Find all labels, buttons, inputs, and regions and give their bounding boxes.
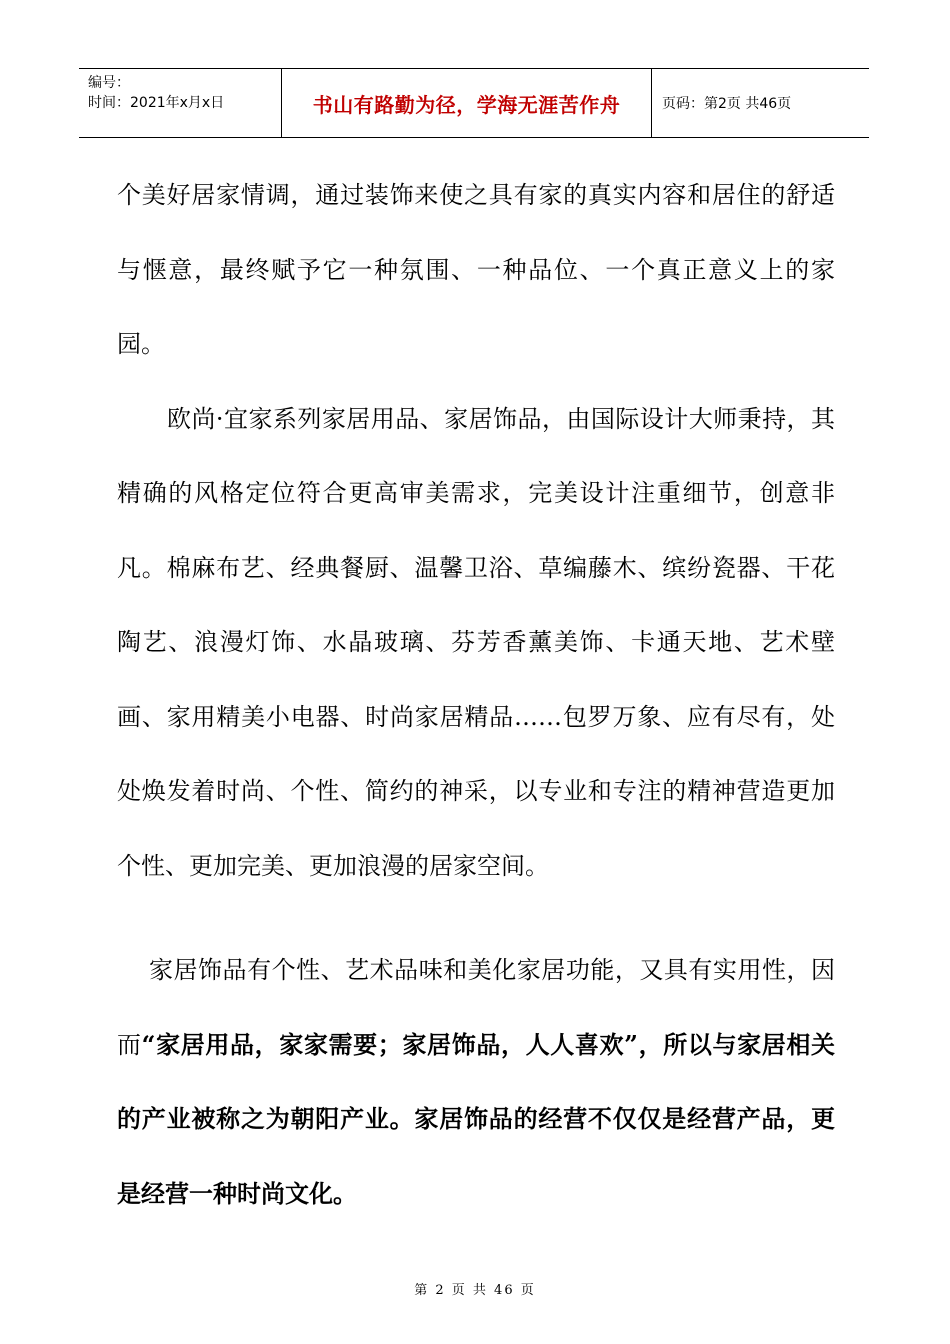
serial-label: 编号：: [88, 75, 130, 91]
paragraph-2: 欧尚·宜家系列家居用品、家居饰品，由国际设计大师秉持，其精确的风格定位符合更高审美需求，完美设计注重细节，创意非凡。棉麻布艺、经典餐厨、温馨卫浴、草编藤木、缤纷瓷器、干花陶艺、浪漫灯饰、水晶玻璃、芬芳香薰美饰、卡通天地、艺术壁画、家用精美小电器、时尚家居精品……包罗万象、应有尽有，处处焕发着时尚、个性、简约的神采，以专业和专注的精神营造更加个性、更加完美、更加浪漫的居家空间。: [117, 404, 835, 880]
paragraph-3: [117, 933, 835, 1231]
page-header: [79, 68, 869, 138]
header-info-cell: [79, 69, 282, 137]
paragraph-3-normal: 家居饰品有个性、艺术品味和美化家居功能，又具有实用性，因而: [117, 956, 835, 1059]
header-page-label: 页码：第2页 共46页: [662, 96, 792, 112]
document-body: [117, 158, 835, 1231]
paragraph-1: 个美好居家情调，通过装饰来使之具有家的真实内容和居住的舒适与惬意，最终赋予它一种氛围、一种品位、一个真正意义上的家园。: [117, 181, 835, 358]
paragraph-3-bold: “家居用品，家家需要；家居饰品，人人喜欢”，所以与家居相关的产业被称之为朝阳产业。家居饰品的经营不仅仅是经营产品，更是经营一种时尚文化。: [117, 1029, 836, 1208]
header-motto: 书山有路勤为径，学海无涯苦作舟: [282, 69, 652, 137]
date-label: 时间：2021年x月x日: [88, 95, 225, 111]
page-footer: 第 2 页 共 46 页: [414, 1283, 536, 1298]
